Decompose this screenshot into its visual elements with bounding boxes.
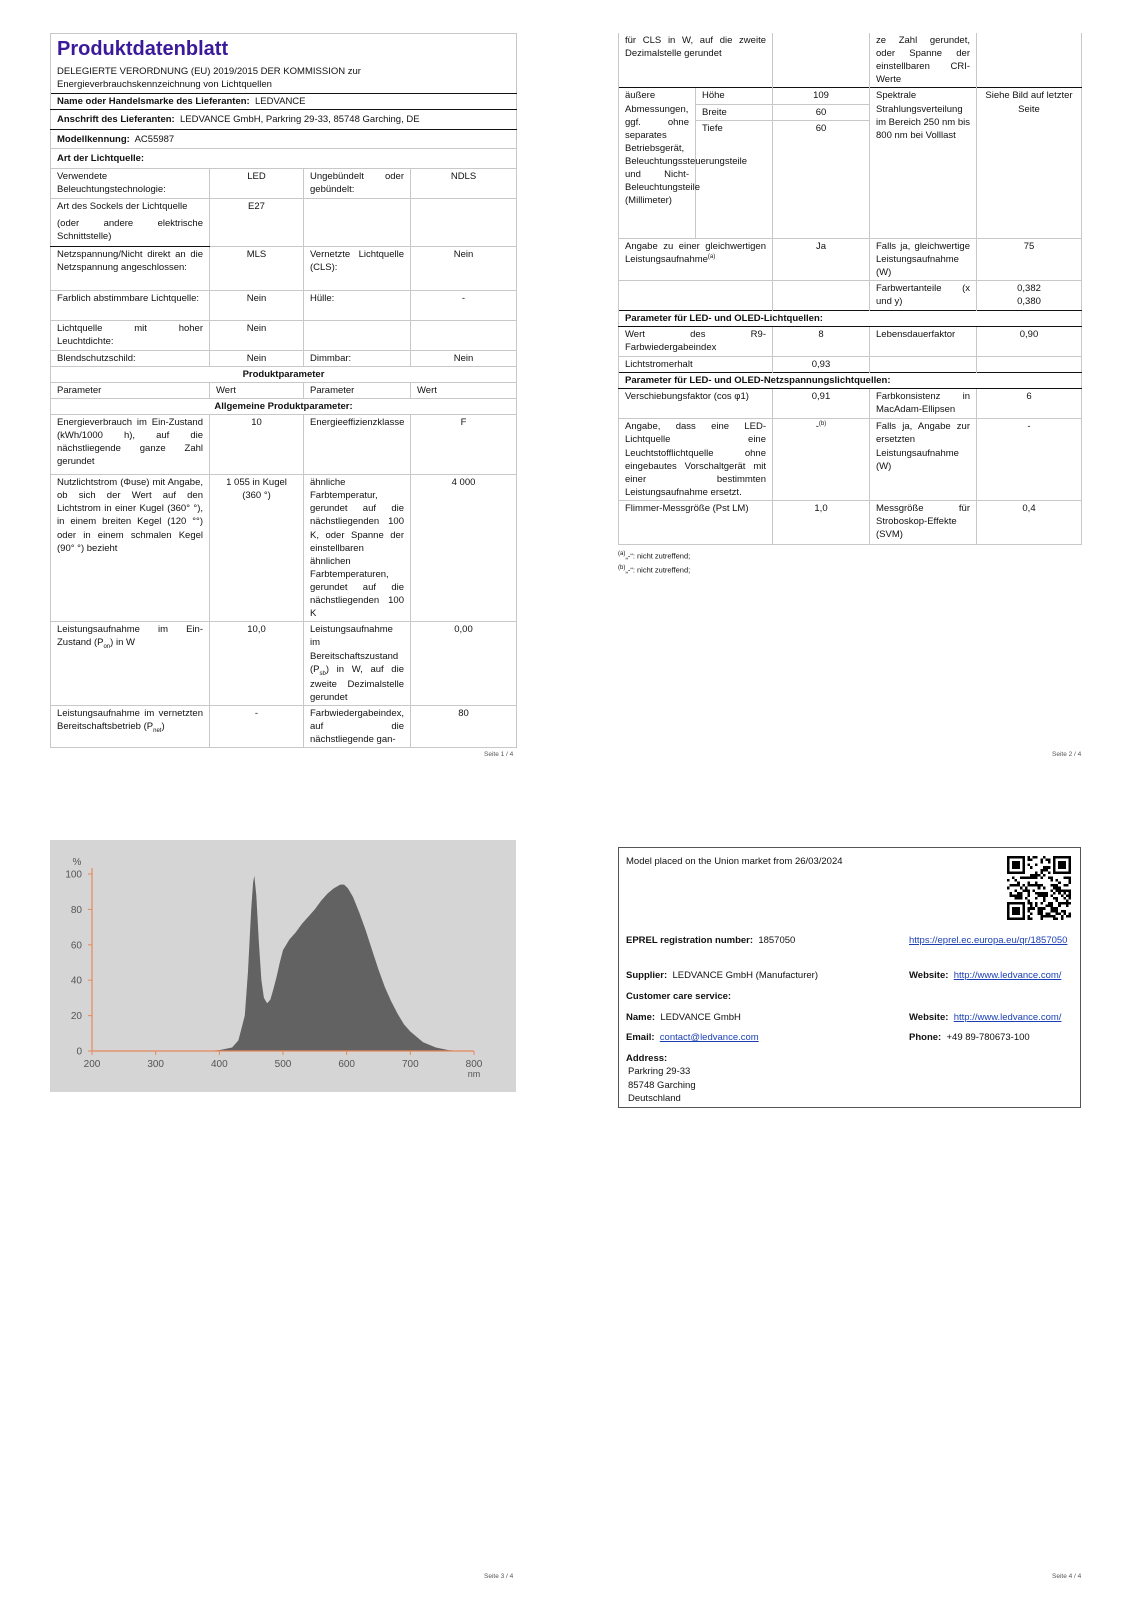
page-4 [618,847,1081,1108]
energy-class-label: Energieeffizienzklasse [304,415,411,475]
cls-standby-continued: für CLS in W, auf die zweite Dezimalstelle gerundet [619,33,773,88]
regulation-subtitle: DELEGIERTE VERORDNUNG (EU) 2019/2015 DER KOMMISSION zur Energieverbrauchskennzeichnung von Lichtquellen [57,66,361,91]
supplier-name-value: LEDVANCE [255,96,306,108]
footnote-a: $^{(a)}$„-“: nicht zutreffend; [618,550,691,561]
fluorescent-replacement-value: -$^{(b)}$ [773,419,870,501]
col-header-parameter-2: Parameter [304,382,411,398]
survival-factor-value: 0,90 [977,327,1082,357]
equivalent-power-if-value: 75 [977,238,1082,280]
website-link[interactable]: http://www.ledvance.com/ [953,970,1062,981]
standby-power-value: 0,00 [411,622,517,706]
phone-row: Phone: +49 89-780673-100 [909,1032,1030,1043]
address-line-3: Deutschland [628,1092,681,1104]
address-label: Address: [626,1053,668,1064]
chromaticity-label: Farbwertanteile (x und y) [870,280,977,310]
color-consistency-value: 6 [977,389,1082,419]
cls-value: Nein [411,246,517,290]
spectral-label: Spektrale Strahlungsverteilung im Bereich 250 nm bis 800 nm bei Volllast [870,88,977,238]
datasheet-table-1 [50,33,517,748]
cls-label: Vernetzte Lichtquelle (CLS): [304,246,411,290]
cct-value: 4 000 [411,475,517,622]
r9-label: Wert des R9-Farbwiedergabeindex [619,327,773,357]
envelope-value: - [411,290,517,320]
tunable-value: Nein [210,290,304,320]
lighting-technology-value: LED [210,168,304,198]
type-heading: Art der Lichtquelle: [51,148,517,168]
y-tick-label: 60 [70,940,82,952]
cri-label-continued: ze Zahl gerundet, oder Spanne der einstellbaren CRI-Werte [870,33,977,88]
cap-type-value: E27 [210,198,304,246]
cct-label: ähnliche Farbtemperatur, gerundet auf die nächstliegenden 100 K, oder Spanne der einstellbaren ähnlichen Farbtemperaturen, gerundet auf die nächstliegenden 100 K [304,475,411,622]
r9-value: 8 [773,327,870,357]
supplier-address-label: Anschrift des Lieferanten: [57,114,175,126]
page-number-2: Seite 2 / 4 [1052,751,1082,758]
cri-label: Farbwiedergabeindex, auf die nächstliegende gan- [304,706,411,748]
page-2 [618,33,1081,576]
general-params-heading: Allgemeine Produktparameter: [51,398,517,414]
lumen-maintenance-label: Lichtstromerhalt [619,357,773,373]
anti-glare-label: Blendschutzschild: [51,350,210,366]
model-value: AC55987 [134,134,175,146]
directional-label: Ungebündelt oder gebündelt: [304,168,411,198]
y-tick-label: 40 [70,975,82,987]
flicker-value: 1,0 [773,500,870,544]
high-luminance-value: Nein [210,320,304,350]
mls-params-heading: Parameter für LED- und OLED-Netzspannungslichtquellen: [619,373,1082,389]
displacement-factor-value: 0,91 [773,389,870,419]
fluorescent-replacement-label: Angabe, dass eine LED-Lichtquelle eine Leuchtstofflichtquelle ohne eingebautes Vorschaltgerät mit einer bestimmten Leistungsaufnahme ersetzt. [619,419,773,501]
page-number-3: Seite 3 / 4 [484,1573,514,1580]
equivalent-power-if-label: Falls ja, gleichwertige Leistungsaufnahme (W) [870,238,977,280]
supplier-address-value: LEDVANCE GmbH, Parkring 29-33, 85748 Garching, DE [180,114,420,126]
eprel-row: EPREL registration number: 1857050 [626,935,796,946]
supplier-name-label: Name oder Handelsmarke des Lieferanten: [57,96,250,108]
y-axis-unit: % [72,857,82,868]
x-tick-label: 800 [465,1059,483,1070]
stroboscopic-value: 0,4 [977,500,1082,544]
lumen-maintenance-value: 0,93 [773,357,870,373]
displacement-factor-label: Verschiebungsfaktor (cos φ1) [619,389,773,419]
page-3 [50,840,516,1092]
qr-code-image [1007,856,1071,920]
page-number-1: Seite 1 / 4 [484,751,514,758]
height-label: Höhe [696,88,773,104]
address-line-2: 85748 Garching [628,1079,696,1091]
equivalent-power-value: Ja [773,238,870,280]
chromaticity-value: 0,382 0,380 [977,280,1082,310]
replaced-power-value: - [977,419,1082,501]
anti-glare-value: Nein [210,350,304,366]
address-line-1: Parkring 29-33 [628,1066,691,1078]
care-name-value: LEDVANCE GmbH [660,1012,741,1023]
networked-standby-label: Leistungsaufnahme im vernetzten Bereitschaftsbetrieb $(P_{net})$ [51,706,210,748]
dimmable-value: Nein [411,350,517,366]
col-header-value: Wert [210,382,304,398]
eprel-number: 1857050 [758,935,796,946]
mains-label: Netzspannung/Nicht direkt an die Netzspannung angeschlossen: [51,246,210,290]
x-tick-label: 700 [401,1059,419,1070]
qr-code [1007,856,1071,920]
supplier-row: Supplier: LEDVANCE GmbH (Manufacturer) [626,970,818,981]
high-luminance-label: Lichtquelle mit hoher Leuchtdichte: [51,320,210,350]
y-tick-label: 20 [70,1011,82,1023]
stroboscopic-label: Messgröße für Stroboskop-Effekte (SVM) [870,500,977,544]
dimmable-label: Dimmbar: [304,350,411,366]
x-tick-label: 300 [147,1059,165,1070]
energy-class-value: F [411,415,517,475]
depth-label: Tiefe [696,120,773,238]
directional-value: NDLS [411,168,517,198]
standby-power-label: Leistungsaufnahme im Bereitschaftszustand $(P_{sb})$ in W, auf die zweite Dezimalstelle gerundet [304,622,411,706]
width-value: 60 [773,104,870,120]
luminous-flux-label: Nutzlichtstrom (Φuse) mit Angabe, ob sich der Wert auf den Lichtstrom in einer Kugel (360° °), in einem breiten Kegel (120 °°) oder in einem schmalen Kegel (90° °) bezieht [51,475,210,622]
y-tick-label: 100 [65,869,82,881]
email-link[interactable]: contact@ledvance.com [659,1032,759,1043]
col-header-parameter: Parameter [51,382,210,398]
replaced-power-label: Falls ja, Angabe zur ersetzten Leistungsaufnahme (W) [870,419,977,501]
color-consistency-label: Farbkonsistenz in MacAdam-Ellipsen [870,389,977,419]
y-tick-label: 0 [76,1046,82,1058]
lighting-technology-label: Verwendete Beleuchtungstechnologie: [51,168,210,198]
model-label: Modellkennung: [57,134,130,146]
col-header-value-2: Wert [411,382,517,398]
x-axis-unit: nm [467,1069,481,1079]
website-row: Website: http://www.ledvance.com/ [909,970,1062,981]
footnote-b: $^{(b)}$„-“: nicht zutreffend; [618,564,691,575]
survival-factor-label: Lebensdauerfaktor [870,327,977,357]
email-row: Email: contact@ledvance.com [626,1032,759,1043]
cap-type-note: (oder andere elektrische Schnittstelle) [57,217,203,242]
mains-value: MLS [210,246,304,290]
phone-value: +49 89-780673-100 [946,1032,1030,1043]
x-tick-label: 200 [83,1059,101,1070]
luminous-flux-value: 1 055 in Kugel (360 °) [210,475,304,622]
y-tick-label: 80 [70,904,82,916]
x-tick-label: 500 [274,1059,292,1070]
spectrum-chart [50,840,516,1092]
on-mode-power-label: Leistungsaufnahme im Ein-Zustand $(P_{on})$ in W [51,622,210,706]
led-params-heading: Parameter für LED- und OLED-Lichtquellen: [619,310,1082,326]
cri-value: 80 [411,706,517,748]
customer-care-heading: Customer care service: [626,991,732,1002]
cap-type-label: Art des Sockels der Lichtquelle [57,200,188,212]
care-website-link[interactable]: http://www.ledvance.com/ [953,1012,1062,1023]
datasheet-table-2 [618,33,1082,545]
x-tick-label: 400 [210,1059,228,1070]
page-title: Produktdatenblatt [57,38,229,60]
flicker-label: Flimmer-Messgröße (Pst LM) [619,500,773,544]
address-block [626,1052,696,1105]
height-value: 109 [773,88,870,104]
market-date-text: Model placed on the Union market from 26/03/2024 [626,856,843,867]
care-website-row: Website: http://www.ledvance.com/ [909,1012,1062,1023]
x-tick-label: 600 [338,1059,356,1070]
energy-consumption-label: Energieverbrauch im Ein-Zustand (kWh/1000 h), auf die nächstliegende ganze Zahl gerundet [51,415,210,475]
care-name-row: Name: LEDVANCE GmbH [626,1012,741,1023]
supplier-value: LEDVANCE GmbH (Manufacturer) [672,970,818,981]
energy-consumption-value: 10 [210,415,304,475]
eprel-link[interactable]: https://eprel.ec.europa.eu/qr/1857050 [909,935,1068,946]
page-1 [50,33,516,748]
page-number-4: Seite 4 / 4 [1052,1573,1082,1580]
dimensions-label: äußere Abmessungen, ggf. ohne separates Betriebsgerät, Beleuchtungssteuerungsteile und Nicht-Beleuchtungsteile (Millimeter) [619,88,696,238]
on-mode-power-value: 10,0 [210,622,304,706]
tunable-label: Farblich abstimmbare Lichtquelle: [51,290,210,320]
equivalent-power-label: Angabe zu einer gleichwertigen Leistungsaufnahme$^{(a)}$ [619,238,773,280]
product-params-heading: Produktparameter [51,366,517,382]
spectral-value: Siehe Bild auf letzter Seite [977,88,1082,238]
networked-standby-value: - [210,706,304,748]
envelope-label: Hülle: [304,290,411,320]
width-label: Breite [696,104,773,120]
depth-value: 60 [773,120,870,238]
